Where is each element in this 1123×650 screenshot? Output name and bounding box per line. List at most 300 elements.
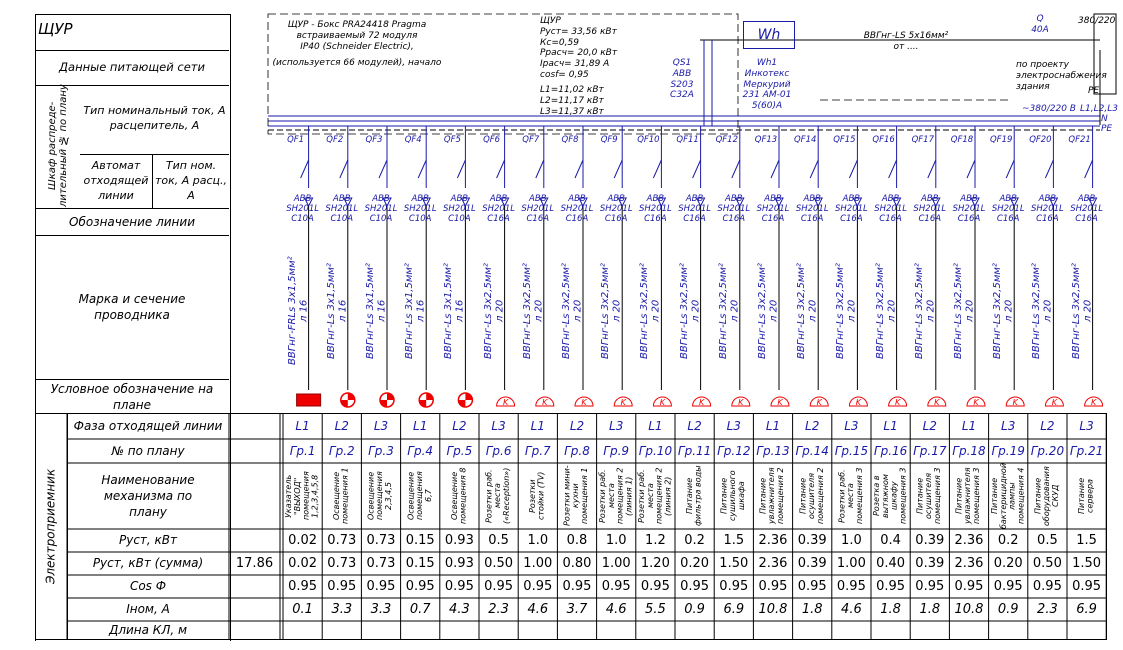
breaker-device-line: SH201L [678, 203, 711, 214]
plan-no-cell: Гр.5 [446, 444, 473, 458]
breaker-blade [771, 160, 779, 178]
pust-cell: 1.5 [1076, 533, 1097, 548]
breaker-device [560, 195, 594, 224]
plan-no-cell: Гр.2 [328, 444, 355, 458]
cos-cell: 0.95 [680, 579, 710, 594]
phase-cell: L1 [648, 419, 663, 433]
meter-label: Wh1 Инкотекс Меркурий 231 АМ-01 5(60)А [742, 58, 792, 112]
cable-type: ВВГнг-Ls 3х2,5мм² [992, 263, 1004, 359]
breaker-device-line: ABB [1038, 194, 1057, 204]
socket-k-label: K [855, 398, 862, 407]
label-cable-length: Длина КЛ, м [108, 623, 188, 638]
pust-sum-cell: 0.02 [288, 556, 318, 571]
cos-cell: 0.95 [288, 579, 318, 594]
breaker-blade [1085, 160, 1093, 178]
pust-cell: 1.0 [605, 533, 627, 548]
cable-length-mark: л 16 [337, 299, 349, 323]
socket-k-label: K [777, 398, 783, 407]
cable-type: ВВГнг-Ls 3х1,5мм² [325, 263, 337, 359]
breaker-device [991, 195, 1025, 224]
breaker-device-line: C10A [291, 213, 314, 224]
pe-label: PE [1088, 86, 1100, 96]
pust-sum-cell: 0.50 [1032, 556, 1062, 571]
socket-k-label: K [581, 398, 587, 407]
phase-cell: L3 [373, 419, 389, 433]
breaker-device-line: SH201L [717, 203, 751, 214]
pust-sum-cell: 1.00 [601, 556, 631, 571]
label-receivers: Электроприемник [35, 413, 68, 640]
breaker-device-line: C16A [644, 213, 667, 224]
cable-length-mark: л 20 [650, 299, 662, 323]
phase-cell: L1 [295, 419, 310, 433]
socket-k-label: K [542, 398, 548, 407]
main-switch-label: QS1 ABB S203 C32A [670, 58, 694, 101]
breaker-device-line: ABB [607, 194, 625, 204]
mechanism-cell: Розетки раб. места («Reception») [484, 467, 511, 525]
cable-length-mark: л 20 [533, 299, 545, 323]
mechanism-cell: Питание осушителя помещения 2 [797, 467, 825, 525]
pust-cell: 1.2 [645, 533, 666, 548]
breaker-blade [889, 160, 897, 178]
cable-type: ВВГнг-Ls 3х2,5мм² [953, 263, 964, 359]
pust-cell: 0.39 [915, 533, 945, 548]
breaker-device [442, 195, 476, 224]
label-line-designation: Обозначение линии [35, 208, 229, 236]
breaker-blade [418, 160, 426, 178]
breaker-device-line: C16A [1036, 213, 1059, 224]
socket-k-label: K [894, 398, 901, 407]
breaker-device-line: SH201L [1031, 203, 1064, 214]
pust-sum-cell: 0.73 [366, 556, 396, 571]
breaker-device-line: SH201L [560, 203, 594, 214]
plan-no-cell: Гр.12 [717, 444, 751, 458]
breaker-label: QF5 [443, 135, 461, 145]
phase-cell: L1 [413, 419, 428, 433]
breaker-device [834, 195, 868, 224]
pust-cell: 0.15 [405, 533, 435, 548]
cos-cell: 0.95 [1072, 579, 1102, 594]
cable-type: ВВГнг-Ls 3х2,5мм² [835, 263, 847, 359]
cable-type: ВВГнг-Ls 3х1,5мм² [443, 263, 455, 359]
cable-type: ВВГнг-Ls 3х2,5мм² [874, 263, 886, 359]
breaker-device [795, 195, 829, 224]
pust-sum-cell: 0.73 [327, 556, 357, 571]
cable-length-mark: л 20 [768, 299, 780, 323]
breaker-device [364, 195, 398, 224]
cos-cell: 0.95 [915, 579, 945, 594]
cos-cell: 0.95 [484, 579, 514, 594]
plan-no-cell: Гр.9 [603, 444, 630, 458]
pust-sum-cell: 0.50 [484, 556, 514, 571]
breaker-blade [653, 160, 661, 178]
breaker-label: QF8 [561, 135, 579, 145]
pust-sum-cell: 0.80 [562, 556, 592, 571]
phase-cell: L2 [452, 419, 467, 433]
cable-length-mark: л 20 [572, 299, 584, 323]
inom-cell: 6.9 [723, 602, 745, 617]
inom-cell: 4.6 [841, 602, 862, 617]
breaker-blade [967, 160, 975, 178]
plan-no-cell: Гр.15 [834, 444, 869, 458]
breaker-label: QF15 [833, 135, 856, 145]
breaker-device-line: C16A [800, 213, 824, 224]
socket-k-label: K [620, 398, 626, 407]
cable-length-mark: л 16 [376, 299, 388, 323]
breaker-label: QF19 [989, 135, 1013, 145]
exit-sign-symbol [297, 394, 321, 406]
plan-no-cell: Гр.18 [952, 444, 986, 458]
phase-cell: L3 [1001, 419, 1016, 433]
mechanism-cell: Питание увлажнителя помещения 3 [954, 467, 982, 525]
breaker-device [521, 195, 555, 224]
breaker-label: QF11 [676, 135, 699, 145]
cos-cell: 0.95 [405, 579, 435, 594]
phase-cell: L2 [569, 419, 585, 433]
breaker-device-line: SH201L [835, 203, 868, 214]
breaker-device [599, 195, 633, 224]
cable-mark [483, 248, 506, 374]
phase-cell: L3 [491, 419, 506, 433]
socket-k-label: K [698, 398, 705, 407]
breaker-label: QF7 [522, 135, 540, 145]
breaker-device-line: ABB [999, 194, 1017, 204]
cable-mark [639, 248, 662, 374]
label-cable-mark: Марка и сечение проводника [78, 291, 186, 322]
breaker-device-line: C10A [330, 213, 354, 224]
plan-no-cell: Гр.11 [677, 444, 712, 458]
breaker-device-line: ABB [529, 194, 547, 204]
pust-cell: 0.2 [684, 533, 705, 548]
pust-cell: 1.0 [841, 533, 862, 548]
plan-no-cell: Гр.19 [991, 444, 1025, 458]
cable-length-mark: л 20 [494, 299, 506, 323]
mechanism-cell: Питание фильтра воды [684, 465, 703, 527]
label-cabinet: Шкаф распреде- лительный № по плану [35, 84, 80, 208]
phase-loads: L1=11,02 кВт L2=11,17 кВт L3=11,37 кВт [540, 85, 604, 117]
inom-cell: 4.6 [527, 602, 549, 617]
cable-length-mark: л 20 [690, 299, 702, 323]
meter-symbol: Wh [743, 21, 795, 49]
label-cabinet-type: Тип номинальный ток, А расцепитель, А [80, 84, 229, 155]
cable-length-mark: л 20 [807, 299, 819, 323]
cable-type: ВВГнг-Ls 3х2,5мм² [913, 263, 925, 359]
cable-mark [287, 248, 310, 374]
mechanism-cell: Розетка в вытяжном шкафу помещения 3 [872, 467, 908, 525]
pust-sum-cell: 0.93 [444, 556, 474, 571]
cable-type: ВВГнг-Ls 3х2,5мм² [678, 263, 690, 359]
pust-sum-cell: 0.20 [680, 556, 710, 571]
breaker-blade [1045, 160, 1053, 178]
plan-no-cell: Гр.17 [913, 444, 947, 458]
pust-total-value: 17.86 [235, 556, 274, 571]
plan-no-cell: Гр.8 [564, 444, 590, 458]
cable-mark [326, 248, 349, 374]
pust-sum-cell: 1.00 [836, 556, 866, 571]
pust-cell: 1.0 [527, 533, 549, 548]
mechanism-cell: Освещение помещения 2,3,4,5 [366, 471, 394, 521]
label-mechanism: Наименование механизма по плану [101, 472, 195, 520]
label-plan-no: № по плану [111, 443, 185, 458]
label-inom: Iном, А [126, 602, 170, 617]
breaker-blade [1006, 160, 1014, 178]
mechanism-cell: Освещение помещения 8 [449, 467, 468, 525]
socket-k-label: K [1051, 398, 1058, 407]
inom-cell: 10.8 [954, 602, 984, 617]
breaker-device-line: SH201L [286, 203, 319, 214]
breaker-device-line: ABB [411, 194, 429, 204]
breaker-label: QF3 [365, 135, 383, 145]
pust-sum-cell: 0.15 [405, 556, 435, 571]
socket-k-label: K [1012, 398, 1018, 407]
cable-type: ВВГнг-Ls 3х1,5мм² [404, 263, 416, 359]
breaker-device-line: SH201L [991, 203, 1025, 214]
mechanism-cell: Розетки стойки (TV) [527, 471, 546, 521]
breaker-label: QF2 [326, 135, 344, 145]
mechanism-cell: Розетки раб. места помещения 2 (линия 1) [597, 467, 633, 525]
cable-type: ВВГнг-Ls 3х2,5мм² [639, 263, 651, 359]
cos-cell: 0.95 [444, 579, 474, 594]
breaker-device-line: ABB [1077, 194, 1096, 204]
breaker-device [325, 195, 359, 224]
cable-mark [600, 248, 623, 374]
breaker-label: QF20 [1029, 135, 1052, 145]
pust-sum-cell: 1.50 [719, 556, 749, 571]
cable-mark [1071, 248, 1094, 374]
inom-cell: 1.8 [919, 602, 941, 617]
breaker-device-line: ABB [333, 194, 351, 204]
cos-cell: 0.95 [797, 579, 827, 594]
breaker-label: QF17 [911, 135, 934, 145]
breaker-blade [497, 160, 505, 178]
breaker-label: QF1 [287, 135, 305, 145]
cable-type: ВВГнг-Ls 3х2,5мм² [717, 263, 729, 359]
cable-length-mark: л 16 [454, 299, 466, 323]
cable-mark [522, 248, 545, 374]
input-breaker-label: Q 40А [1031, 14, 1049, 35]
cable-length-mark: л 20 [886, 299, 898, 323]
cable-type: ВВГнг-FRLs 3х1,5мм² [286, 256, 298, 366]
cable-type: ВВГнг-Ls 3х2,5мм² [521, 263, 533, 359]
pust-cell: 0.39 [797, 533, 827, 548]
cable-length-mark: л 20 [1042, 299, 1054, 323]
phase-cell: L1 [883, 419, 898, 433]
breaker-device-line: SH201L [952, 203, 986, 214]
plan-no-cell: Гр.14 [795, 444, 829, 458]
cable-type: ВВГнг-Ls 3х2,5мм² [1031, 263, 1043, 359]
pust-sum-cell: 1.50 [1072, 556, 1102, 571]
phase-cell: L1 [530, 419, 545, 433]
breaker-blade [457, 160, 465, 178]
inom-cell: 4.6 [605, 602, 627, 617]
breaker-device-line: C10A [448, 213, 471, 224]
cos-cell: 0.95 [1032, 579, 1062, 594]
plan-no-cell: Гр.21 [1069, 444, 1104, 458]
cos-cell: 0.95 [562, 579, 592, 594]
breaker-label: QF10 [637, 135, 660, 145]
label-pust: Руст, кВт [118, 533, 178, 548]
breaker-device [1070, 195, 1104, 224]
pust-cell: 0.4 [880, 533, 901, 548]
pust-cell: 1.5 [723, 533, 745, 548]
plan-no-cell: Гр.16 [873, 444, 908, 458]
pust-cell: 0.5 [488, 533, 509, 548]
breaker-device-line: ABB [803, 194, 821, 204]
cable-length-mark: л 20 [964, 299, 976, 323]
label-breaker-type: Тип ном. ток, А расц., А [154, 159, 228, 202]
label-pust-sum: Руст, кВт (сумма) [92, 556, 204, 571]
breaker-device-line: SH201L [795, 203, 829, 214]
pust-cell: 0.93 [444, 533, 474, 548]
cable-mark [875, 248, 898, 374]
inom-cell: 2.3 [488, 602, 509, 617]
socket-k-label: K [1090, 398, 1097, 407]
inom-cell: 0.7 [409, 602, 431, 617]
supply-note: по проекту электроснабжения здания [1016, 60, 1107, 92]
breaker-label: QF13 [754, 135, 778, 145]
cable-type: ВВГнг-Ls 3х2,5мм² [561, 263, 572, 359]
plan-no-cell: Гр.10 [638, 444, 673, 458]
pust-cell: 0.73 [366, 533, 396, 548]
cable-length-mark: л 20 [729, 299, 741, 323]
plan-no-cell: Гр.20 [1030, 444, 1065, 458]
breaker-blade [379, 160, 387, 178]
cable-type: ВВГнг-Ls 3х2,5мм² [600, 263, 612, 359]
breaker-label: QF9 [600, 135, 618, 145]
breaker-blade [693, 160, 701, 178]
cable-type: ВВГнг-Ls 3х2,5мм² [1070, 263, 1082, 359]
phase-cell: L3 [726, 419, 741, 433]
cos-cell: 0.95 [758, 579, 788, 594]
pust-sum-cell: 0.20 [993, 556, 1023, 571]
cable-length-mark: л 20 [611, 299, 623, 323]
cable-mark [1031, 248, 1054, 374]
pust-sum-cell: 2.36 [954, 556, 984, 571]
cable-mark [404, 248, 427, 374]
cos-cell: 0.95 [876, 579, 906, 594]
mechanism-cell: Питание сушильного шкафа [719, 470, 747, 522]
mechanism-cell: Питание оборудования СКУД [1033, 466, 1060, 526]
plan-no-cell: Гр.13 [756, 444, 790, 458]
breaker-device-line: ABB [842, 194, 861, 204]
breaker-blade [849, 160, 857, 178]
breaker-device-line: SH201L [913, 203, 947, 214]
breaker-device [482, 195, 516, 224]
inom-cell: 4.3 [449, 602, 470, 617]
pust-sum-cell: 1.20 [640, 556, 670, 571]
breaker-device-line: SH201L [1070, 203, 1103, 214]
phase-cell: L2 [805, 419, 820, 433]
cos-cell: 0.95 [954, 579, 984, 594]
inom-cell: 3.3 [331, 602, 353, 617]
mechanism-cell: Питание осушителя помещения 3 [915, 467, 943, 525]
breaker-label: QF12 [715, 135, 738, 145]
bus-label-l: L1,L2,L3 [1080, 104, 1118, 114]
breaker-device-line: C16A [879, 213, 902, 224]
breaker-device-line: C16A [957, 213, 981, 224]
cable-type: ВВГнг-Ls 3х2,5мм² [482, 263, 494, 359]
phase-cell: L2 [334, 419, 349, 433]
breaker-device [403, 195, 437, 224]
breaker-device-line: C16A [840, 213, 863, 224]
breaker-blade [614, 160, 622, 178]
feed-cable-label: ВВГнг-LS 5х16мм² от .... [863, 31, 949, 52]
breaker-device-line: ABB [921, 194, 939, 204]
mechanism-cell: Розетки мини-кухни помещения 1 [562, 465, 590, 527]
cos-cell: 0.95 [836, 579, 866, 594]
label-cos: Cos Ф [129, 579, 167, 594]
breaker-label: QF4 [404, 135, 422, 145]
breaker-blade [732, 160, 740, 178]
pust-cell: 2.36 [758, 533, 788, 548]
socket-k-label: K [816, 398, 822, 407]
cable-mark [796, 248, 819, 374]
breaker-label: QF18 [950, 135, 974, 145]
breaker-device-line: ABB [685, 194, 704, 204]
cable-mark [561, 248, 584, 374]
breaker-device [717, 195, 751, 224]
cable-mark [757, 248, 780, 374]
mechanism-cell: Освещение помещения 6,7 [405, 471, 433, 521]
breaker-device-line: SH201L [639, 203, 672, 214]
label-supply-data: Данные питающей сети [35, 50, 229, 86]
breaker-device-line: SH201L [443, 203, 476, 214]
cable-mark [443, 248, 466, 374]
breaker-device [678, 195, 712, 224]
inom-cell: 5.5 [645, 602, 666, 617]
label-plan-symbol: Условное обозначение на плане [35, 379, 229, 414]
schematic-title: ЩУР [38, 20, 73, 38]
breaker-device-line: ABB [372, 194, 390, 204]
cable-mark [835, 248, 858, 374]
breaker-label: QF6 [483, 135, 501, 145]
breaker-device-line: ABB [764, 194, 782, 204]
breaker-device-line: SH201L [482, 203, 515, 214]
phase-cell: L3 [609, 419, 624, 433]
breaker-device-line: ABB [568, 194, 586, 204]
breaker-device-line: SH201L [599, 203, 633, 214]
inom-cell: 6.9 [1076, 602, 1097, 617]
label-breaker: Автомат отходящей линии [80, 155, 153, 208]
pust-sum-cell: 2.36 [758, 556, 788, 571]
bus-label-pe: PE [1101, 124, 1113, 134]
pust-cell: 2.36 [954, 533, 984, 548]
inom-cell: 1.8 [801, 602, 823, 617]
breaker-device-line: C10A [408, 213, 432, 224]
socket-k-label: K [502, 398, 509, 407]
cable-length-mark: л 20 [846, 299, 858, 323]
cable-length-mark: л 20 [925, 299, 937, 323]
breaker-blade [810, 160, 818, 178]
breaker-label: QF21 [1068, 135, 1091, 145]
cable-mark [914, 248, 937, 374]
breaker-device [874, 195, 908, 224]
breaker-device-line: ABB [450, 194, 469, 204]
breaker-device-line: C16A [683, 213, 706, 224]
breaker-device [286, 195, 320, 224]
inom-cell: 10.8 [758, 602, 788, 617]
breaker-device-line: C10A [369, 213, 393, 224]
cable-mark [718, 248, 741, 374]
bus-label-n: N [1101, 114, 1108, 124]
mechanism-cell: Питание сервера [1076, 477, 1095, 515]
breaker-blade [301, 160, 309, 178]
socket-k-label: K [659, 398, 666, 407]
pust-cell: 0.02 [288, 533, 318, 548]
phase-cell: L3 [844, 419, 859, 433]
pust-sum-cell: 0.40 [876, 556, 906, 571]
breaker-label: QF14 [793, 135, 817, 145]
breaker-device-line: C16A [565, 213, 589, 224]
